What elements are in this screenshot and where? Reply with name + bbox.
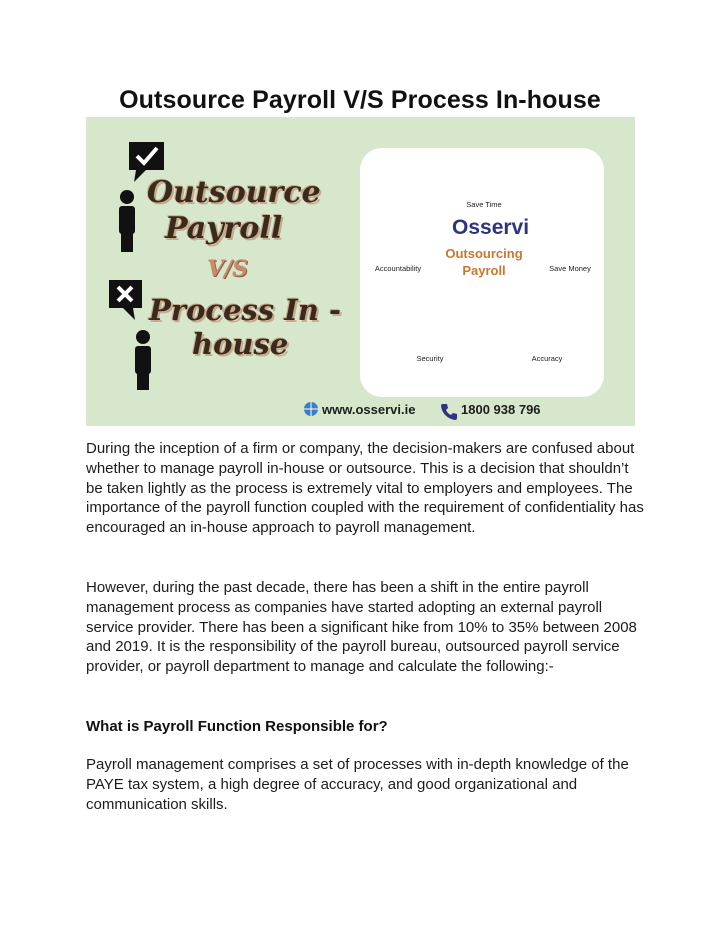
globe-icon xyxy=(304,402,318,416)
node-label-accuracy: Accuracy xyxy=(531,354,563,363)
brand-sub-payroll: Payroll xyxy=(462,263,506,278)
banner-vs-text: V/S xyxy=(207,256,248,282)
node-label-accountability: Accountability xyxy=(374,264,422,273)
paragraph-payroll-management: Payroll management comprises a set of processes with in-depth knowledge of the PAYE tax system, a high degree of accuracy, and good organizational and communication skills. xyxy=(86,756,629,813)
banner-image xyxy=(86,117,635,426)
section-heading: What is Payroll Function Responsible for? xyxy=(86,718,388,735)
phone-text: 1800 938 796 xyxy=(461,402,541,417)
website-text: www.osservi.ie xyxy=(322,402,416,417)
cross-bubble-icon xyxy=(109,280,142,320)
banner-process-text: Process In - xyxy=(149,293,342,327)
banner-house-text: house xyxy=(192,327,289,361)
banner-outsource-text: Outsource xyxy=(147,175,321,210)
person-icon xyxy=(119,190,135,252)
node-label-save-money: Save Money xyxy=(549,264,591,273)
paragraph-shift: However, during the past decade, there has been a shift in the entire payroll management process as companies have started adopting an external payroll service provider. There has been a significant hike from 10% to 35% between 2008 and 2019. It is the responsibility of the payroll bureau, outsourced payroll service provider, or payroll department to manage and calculate the following:- xyxy=(86,579,637,676)
brand-sub-outsourcing: Outsourcing xyxy=(445,246,523,261)
paragraph-intro: During the inception of a firm or company, the decision-makers are confused about whether to manage payroll in-house or outsource. This is a decision that shouldn’t be taken lightly as the process is extremely vital to employers and employees. The importance of the payroll function coupled with the requirement of confidentiality has encouraged an in-house approach to payroll management. xyxy=(86,440,644,537)
page-title: Outsource Payroll V/S Process In-house xyxy=(119,86,601,114)
person-icon xyxy=(135,330,151,390)
node-label-security: Security xyxy=(416,354,444,363)
node-label-save-time: Save Time xyxy=(466,200,502,209)
brand-name: Osservi xyxy=(452,216,530,239)
phone-icon xyxy=(441,404,457,420)
banner-payroll-text: Payroll xyxy=(165,211,283,246)
